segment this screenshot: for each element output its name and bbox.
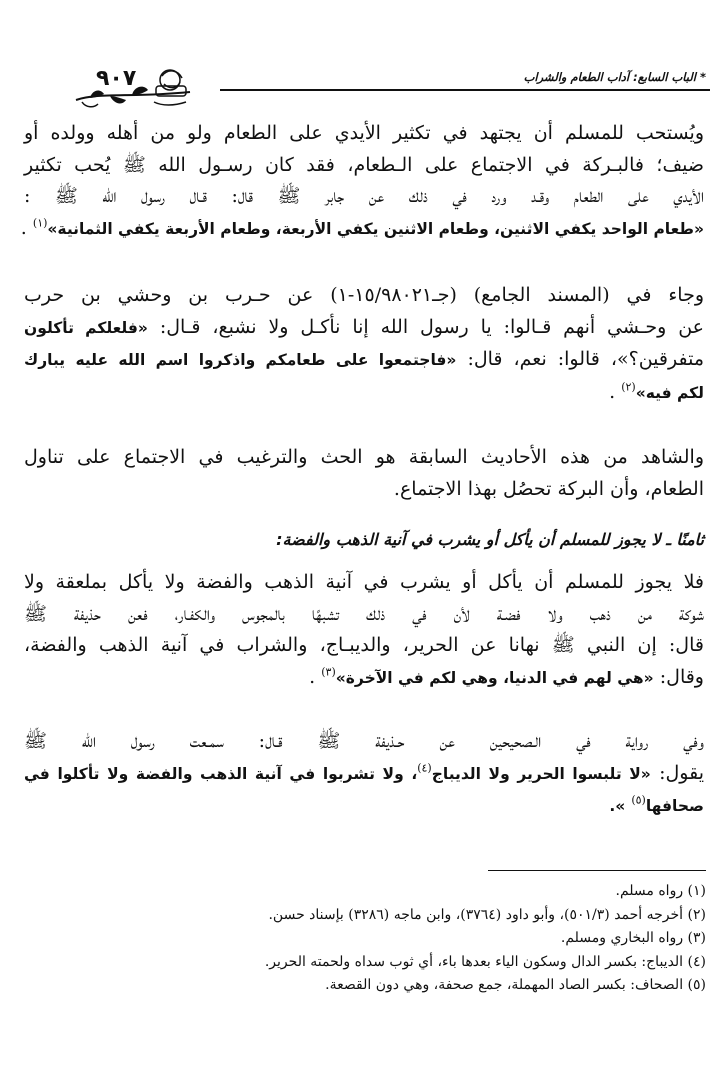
footnotes bbox=[24, 880, 706, 998]
text-line bbox=[24, 790, 704, 823]
footnote-item: (٢) أخرجه أحمد (٥٠١/٣)، وأبو داود (٣٧٦٤)، وابن ماجه (٣٢٨٦) بإسناد حسن. bbox=[268, 906, 706, 923]
footnote-ref: (٢) bbox=[621, 380, 636, 394]
hadith-quote: لكم فيه» bbox=[635, 383, 704, 402]
hadith-quote: «طعام الواحد يكفي الاثنين، وطعام الاثنين يكفي الأربعة، وطعام الأربعة يكفي الثمانية» bbox=[47, 219, 704, 238]
text-line: شوكة من ذهب ولا فضـة لأن في ذلك تشبهًا بالمجوس والكفـار، فعن حذيفة ﷺ bbox=[24, 602, 704, 625]
paragraph-4 bbox=[24, 567, 704, 694]
text-line: الأيدي على الطعام وقـد ورد في ذلك عن جابر ﷺ قال: قـال رسول الله ﷺ : bbox=[24, 185, 704, 207]
hadith-quote: «فلعلكم تأكلون bbox=[24, 318, 148, 337]
paragraph-2 bbox=[24, 280, 704, 409]
text-line: قال: إن النبي ﷺ نهانا عن الحرير، والديبـاج، والشراب في آنية الذهب والفضة، bbox=[24, 634, 704, 656]
text-segment: يقول: bbox=[659, 761, 704, 784]
hadith-quote: صحافها bbox=[645, 797, 704, 815]
page-number: ٩٠٧ bbox=[96, 66, 137, 91]
text-line bbox=[20, 213, 704, 246]
paragraph-1 bbox=[20, 118, 704, 245]
footnote-ref: (٤) bbox=[417, 761, 432, 775]
footnote-item: (٤) الديباج: بكسر الدال وسكون الياء بعدها باء، أي ثوب سداه ولحمته الحرير. bbox=[264, 953, 706, 970]
footnote-item: (١) رواه مسلم. bbox=[615, 883, 706, 899]
text-line bbox=[24, 377, 704, 410]
text-line: وجاء في (المسند الجامع) (جـ١٥/٩٨٠٢١-١) عن حـرب بن وحشي بن حرب bbox=[24, 284, 704, 306]
footnote-item: (٣) رواه البخاري ومسلم. bbox=[560, 930, 706, 946]
footnote-ref: (١) bbox=[32, 216, 48, 230]
chapter-title: * الباب السابع: آداب الطعام والشراب bbox=[523, 70, 706, 84]
text-line: الطعام، وأن البركة تحصُل بهذا الاجتماع. bbox=[393, 477, 704, 500]
footnote-item: (٥) الصحاف: بكسر الصاد المهملة، جمع صحفة، وهي دون القصعة. bbox=[325, 977, 706, 993]
punctuation: . bbox=[20, 216, 27, 239]
text-line: ويُستحب للمسلم أن يجتهد في تكثير الأيدي على الطعام ولو من أهله وولده أو bbox=[24, 122, 704, 144]
punctuation: . bbox=[309, 665, 316, 688]
paragraph-3 bbox=[24, 442, 704, 505]
hadith-quote: «لا تلبسوا الحرير ولا الديباج bbox=[431, 764, 651, 783]
text-line bbox=[24, 758, 704, 791]
hadith-quote: ، ولا تشربوا في آنية الذهب والفضة ولا تأكلوا في bbox=[24, 764, 418, 783]
text-line: والشاهد من هذه الأحاديث السابقة هو الحث والترغيب في الاجتماع على تناول bbox=[24, 446, 704, 468]
section-heading: ثامنًا ـ لا يجوز للمسلم أن يأكل أو يشرب في آنية الذهب والفضة: bbox=[276, 530, 704, 549]
text-line bbox=[24, 312, 704, 345]
paragraph-5 bbox=[24, 726, 704, 823]
footnote-ref: (٣) bbox=[321, 665, 336, 679]
header-divider bbox=[220, 89, 710, 91]
text-segment: متفرقين؟»، قالوا: نعم، قال: bbox=[467, 348, 704, 370]
text-line bbox=[24, 344, 704, 377]
punctuation: . bbox=[609, 380, 616, 403]
text-line bbox=[24, 662, 704, 695]
hadith-quote: «هي لهم في الدنيا، وهي لكم في الآخرة» bbox=[335, 668, 654, 687]
footnote-ref: (٥) bbox=[631, 793, 646, 807]
text-segment: عن وحـشي أنهم قـالوا: يا رسول الله إنا نأكـل ولا نشبع، قـال: bbox=[159, 315, 705, 338]
footnote-divider bbox=[488, 870, 706, 871]
page-header bbox=[70, 62, 710, 112]
text-segment: وقال: bbox=[659, 665, 704, 688]
text-line: وفي رواية في الـصحيحين عن حـذيفة ﷺ قـال: سمـعت رسول الله ﷺ bbox=[24, 730, 704, 752]
punctuation: ». bbox=[609, 797, 626, 815]
text-line: ضيف؛ فالبـركة في الاجتماع على الـطعام، فقد كان رسـول الله ﷺ يُحب تكثير bbox=[24, 153, 704, 176]
hadith-quote: «فاجتمعوا على طعامكم واذكروا اسم الله عليه يبارك bbox=[24, 351, 457, 369]
text-line: فلا يجوز للمسلم أن يأكل أو يشرب في آنية الذهب والفضة ولا يأكل بملعقة ولا bbox=[24, 571, 704, 593]
